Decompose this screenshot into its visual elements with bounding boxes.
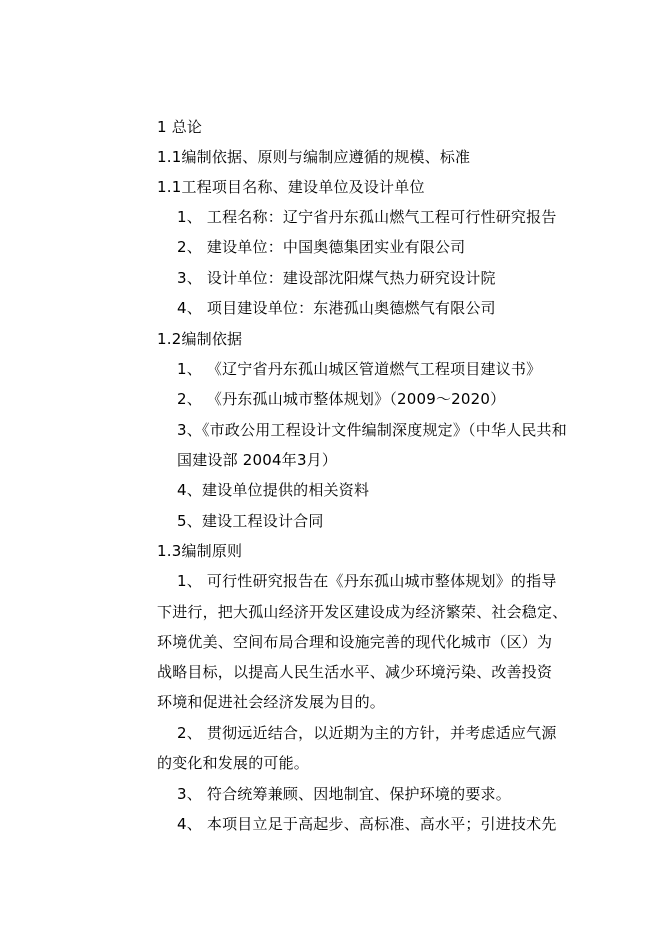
basis-item: 5、建设工程设计合同: [177, 512, 324, 530]
principle-line: 2、 贯彻远近结合，以近期为主的方针，并考虑适应气源: [177, 724, 557, 742]
project-item-designer: 3、 设计单位：建设部沈阳煤气热力研究设计院: [177, 269, 496, 287]
basis-item: 3、《市政公用工程设计文件编制深度规定》（中华人民共和: [177, 421, 567, 439]
basis-item: 2、 《丹东孤山城市整体规划》（2009～2020）: [177, 390, 506, 408]
principle-line: 下进行，把大孤山经济开发区建设成为经济繁荣、社会稳定、: [157, 603, 568, 621]
principle-line: 环境和促进社会经济发展为目的。: [157, 693, 386, 711]
principle-line: 环境优美、空间布局合理和设施完善的现代化城市（区）为: [157, 633, 553, 651]
principle-line: 的变化和发展的可能。: [157, 754, 310, 772]
basis-item: 4、建设单位提供的相关资料: [177, 481, 370, 499]
principle-line: 3、 符合统筹兼顾、因地制宜、保护环境的要求。: [177, 785, 511, 803]
section-heading-basis-principles: 1.1编制依据、原则与编制应遵循的规模、标准: [157, 148, 471, 166]
project-item-name: 1、 工程名称：辽宁省丹东孤山燃气工程可行性研究报告: [177, 208, 557, 226]
principle-line: 1、 可行性研究报告在《丹东孤山城市整体规划》的指导: [177, 572, 557, 590]
basis-item-continuation: 国建设部 2004年3月）: [177, 451, 338, 469]
section-heading-project-name: 1.1工程项目名称、建设单位及设计单位: [157, 178, 425, 196]
heading-general: 1 总论: [157, 118, 203, 136]
project-item-owner: 4、 项目建设单位：东港孤山奥德燃气有限公司: [177, 299, 496, 317]
section-heading-basis: 1.2编制依据: [157, 330, 243, 348]
basis-item: 1、 《辽宁省丹东孤山城区管道燃气工程项目建议书》: [177, 360, 542, 378]
project-item-builder: 2、 建设单位：中国奥德集团实业有限公司: [177, 238, 466, 256]
principle-line: 4、 本项目立足于高起步、高标准、高水平；引进技术先: [177, 815, 557, 833]
principle-line: 战略目标，以提高人民生活水平、减少环境污染、改善投资: [157, 663, 553, 681]
section-heading-principles: 1.3编制原则: [157, 542, 243, 560]
